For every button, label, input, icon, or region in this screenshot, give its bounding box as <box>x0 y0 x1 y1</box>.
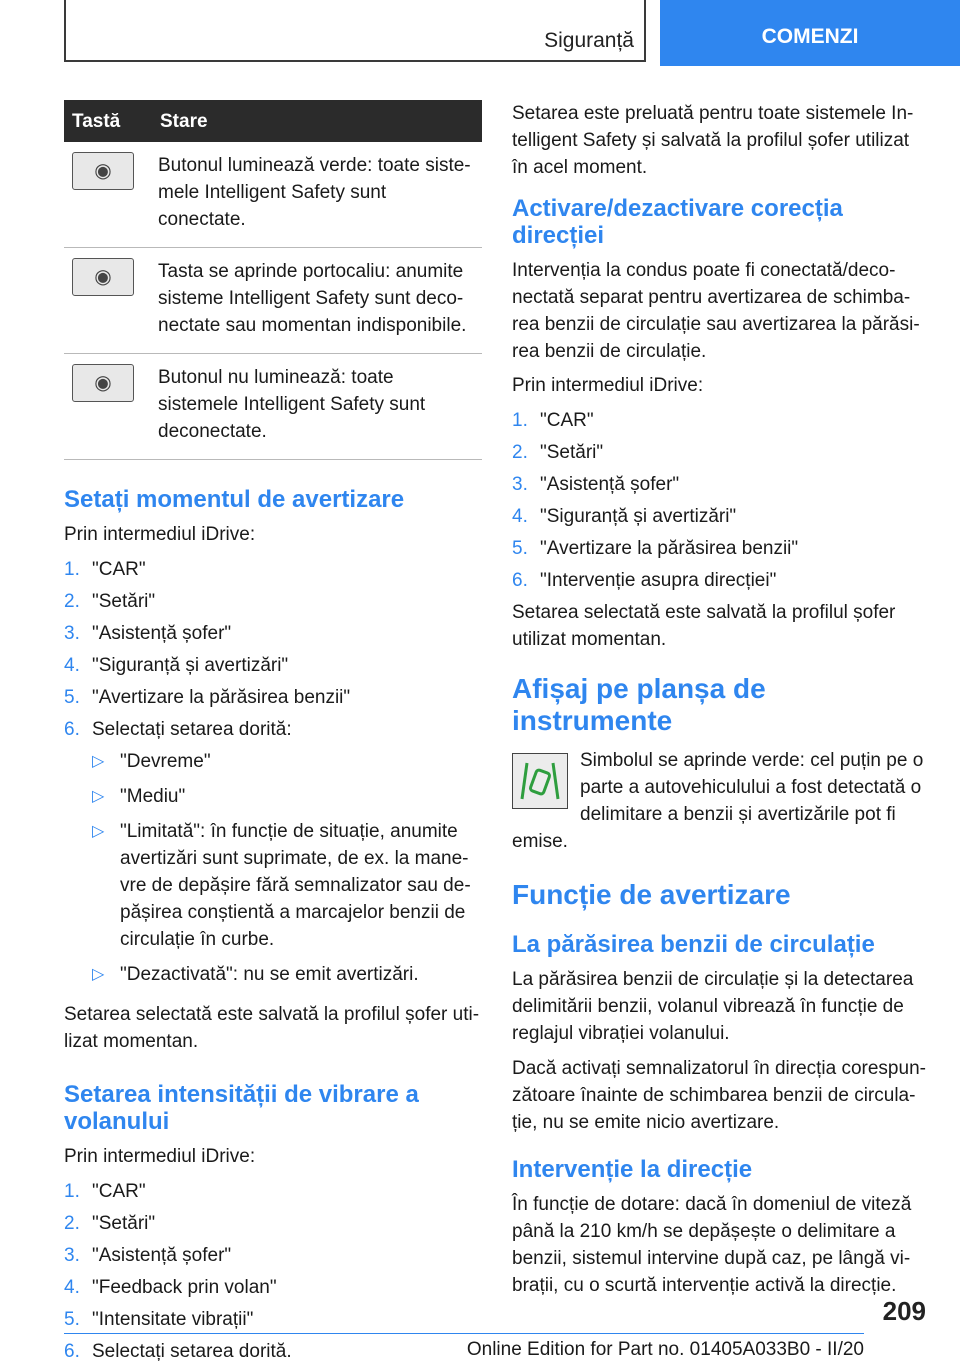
list-item: 1. "CAR" <box>64 1181 146 1202</box>
table-row <box>64 354 482 460</box>
list-item: 6. "Intervenție asupra direcției" <box>512 570 777 591</box>
bullet-triangle-icon: ▷ <box>92 823 105 840</box>
heading-warning-time: Setați momentul de avertizare <box>64 486 405 513</box>
outro-text: Setarea selectată este salvată la profilul șofer utilizat momentan. <box>512 602 896 650</box>
page-number: 209 <box>882 1296 926 1326</box>
list-item: 5. "Avertizare la părăsirea benzii" <box>64 687 351 708</box>
key-state-table <box>64 100 482 460</box>
list-item: 3. "Asistență șofer" <box>64 1245 232 1266</box>
right-column <box>512 100 926 1299</box>
outro-text: Setarea selectată este salvată la profilul șofer utilizat momentan. <box>64 1004 480 1052</box>
list-item: 4. "Siguranță și avertizări" <box>512 506 737 527</box>
body-text: La părăsirea benzii de circulație și la detectarea delimitării benzii, volanul vibrează în funcție de reglajul vibrației volanului. <box>512 969 914 1044</box>
body-text: În funcție de dotare: dacă în domeniul de viteză până la 210 km/h se depășește o delimitare a benzii, sistemul intervine după caz, pe lângă vibrații, cu o scurtă intervenție activă la direcție. <box>512 1194 912 1296</box>
list-item: 3. "Asistență șofer" <box>64 623 232 644</box>
bullet-triangle-icon: ▷ <box>92 788 105 805</box>
option-item: ▷ "Dezactivată": nu se emit avertizări. <box>92 961 482 988</box>
steps-list <box>64 1178 482 1365</box>
list-item: 4. "Feedback prin volan" <box>64 1277 277 1298</box>
intro-text: Prin intermediul iDrive: <box>64 524 256 545</box>
heading-steering-toggle: Activare/dezactivare corecția direcției <box>512 195 843 249</box>
heading-cluster-display: Afișaj pe planșa de instrumente <box>512 673 766 736</box>
steps-list <box>64 556 482 996</box>
heading-vibration: Setarea intensității de vibrare a volanului <box>64 1081 419 1135</box>
table-row <box>64 248 482 354</box>
bullet-triangle-icon: ▷ <box>92 753 105 770</box>
option-item: ▷ "Limitată": în funcție de situație, anumite avertizări sunt suprimate, de ex. la manevre de depășire fără semnalizator sau depășirea conștientă a marcajelor benzii de circulație în curbe. <box>92 818 482 953</box>
driver-assistance-key-icon: ◉ <box>72 258 134 296</box>
list-item: 4. "Siguranță și avertizări" <box>64 655 289 676</box>
list-item: 1. "CAR" <box>64 559 146 580</box>
list-item: 5. "Avertizare la părăsirea benzii" <box>512 538 799 559</box>
list-item: 6. Selectați setarea dorită: ▷ "Devreme" ▷ "Mediu" ▷ "Limitată": în funcție de situație, anumite avertizări sunt suprimate, de ex. la manevre de depășire fără semnalizator sau depășirea conștientă a marcajelor benzii de circulație în curbe. ▷ "Dezactivată": nu se emit avertizări. <box>64 716 482 996</box>
intro-text: Setarea este preluată pentru toate sistemele Intelligent Safety și salvată la profilul șofer utilizat în acel moment. <box>512 103 914 178</box>
subheading-lane-leaving: La părăsirea benzii de circulație <box>512 931 875 958</box>
subheading-steering-intervention: Intervenție la direcție <box>512 1156 753 1183</box>
bullet-triangle-icon: ▷ <box>92 966 105 983</box>
options-list <box>92 748 482 996</box>
list-item: 5. "Intensitate vibrații" <box>64 1309 254 1330</box>
list-item: 1. "CAR" <box>512 410 594 431</box>
body-text: Simbolul se aprinde verde: cel puțin pe o parte a autovehiculului a fost detectată o delimitare a benzii și avertizările pot fi emise. <box>512 750 924 852</box>
footer-divider <box>64 1333 864 1334</box>
left-column <box>64 100 482 1370</box>
section-title: Siguranță <box>544 29 634 52</box>
lane-departure-icon <box>512 753 568 809</box>
footer-edition: Online Edition for Part no. 01405A033B0 - II/20 <box>466 1339 864 1360</box>
body-text: Dacă activați semnalizatorul în direcția corespunzătoare înainte de schimbarea benzii de circulație, nu se emite nicio avertizare. <box>512 1058 926 1133</box>
list-item: 3. "Asistență șofer" <box>512 474 680 495</box>
heading-warning-function: Funcție de avertizare <box>512 879 791 910</box>
col-header-key: Tastă <box>64 100 152 142</box>
list-item: 2. "Setări" <box>512 442 604 463</box>
intro-text: Prin intermediul iDrive: <box>64 1146 256 1167</box>
body-text: Intervenția la condus poate fi conectată/deconectată separat pentru avertizarea de schimbarea benzii de circulație sau avertizarea la părăsirea benzii de circulație. <box>512 260 920 362</box>
table-row <box>64 142 482 248</box>
chapter-label: COMENZI <box>761 25 859 48</box>
list-item: 2. "Setări" <box>64 591 156 612</box>
driver-assistance-key-icon: ◉ <box>72 152 134 190</box>
option-item: ▷ "Mediu" <box>92 783 482 810</box>
option-item: ▷ "Devreme" <box>92 748 482 775</box>
col-header-state: Stare <box>152 100 482 142</box>
display-block <box>512 747 926 855</box>
state-text: Butonul luminează verde: toate sistemele Intelligent Safety sunt conectate. <box>152 142 482 248</box>
steps-list <box>512 407 926 594</box>
list-item: 2. "Setări" <box>64 1213 156 1234</box>
chapter-tab[interactable] <box>660 0 960 66</box>
state-text: Butonul nu luminează: toate sistemele Intelligent Safety sunt deconectate. <box>152 354 482 460</box>
state-text: Tasta se aprinde portocaliu: anumite sisteme Intelligent Safety sunt deconectate sau momentan indisponibile. <box>152 248 482 354</box>
list-item: 6. Selectați setarea dorită. <box>64 1341 292 1362</box>
driver-assistance-key-icon: ◉ <box>72 364 134 402</box>
intro-text: Prin intermediul iDrive: <box>512 375 704 396</box>
